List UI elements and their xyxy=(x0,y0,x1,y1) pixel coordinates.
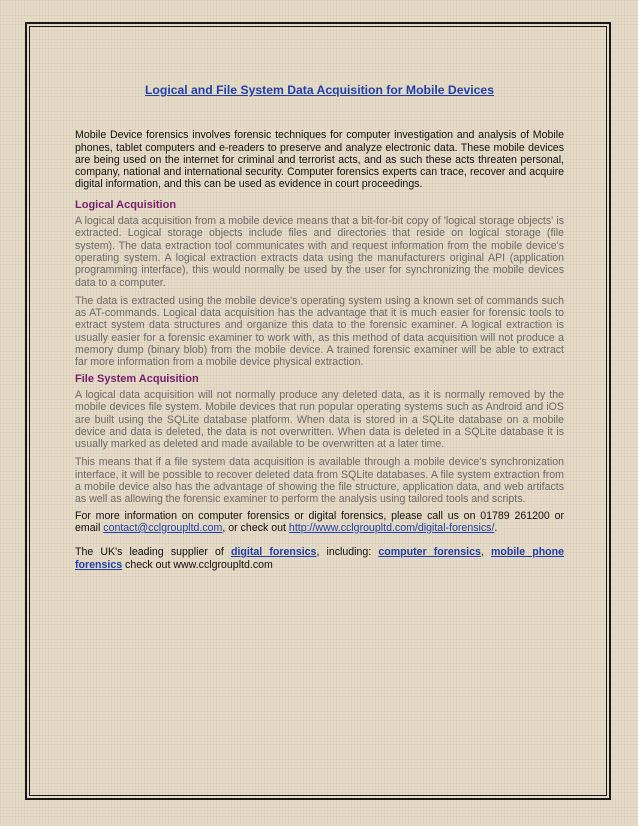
intro-paragraph: Mobile Device forensics involves forensic techniques for computer investigation and analysis of Mobile phones, tablet computers and e-readers to preserve and analyze electronic data. These mobile devices are being used on the internet for criminal and terrorist acts, and as such these acts threaten personal, company, national and international security. Computer forensics experts can trace, recover and acquire digital information, and this can be used as evidence in court proceedings. xyxy=(75,129,564,191)
file-system-acquisition-heading: File System Acquisition xyxy=(75,372,199,385)
document-title: Logical and File System Data Acquisition for Mobile Devices xyxy=(144,83,494,97)
contact-text-2: , or check out xyxy=(222,521,289,534)
footer-text-3: , xyxy=(480,546,491,559)
filesystem-paragraph-2: This means that if a file system data acquisition is available through a mobile device's synchronization interface, it will be possible to recover deleted data from SQLite databases. A file system extraction from a mobile device also has the advantage of showing the file structure, application data, and web artifacts as well as allowing the forensic examiner to perform the analysis using tailored tools and scripts. xyxy=(75,456,564,506)
digital-forensics-url-link[interactable]: http://www.cclgroupltd.com/digital-forensics/ xyxy=(288,521,495,534)
footer-text-4: check out www.cclgroupltd.com xyxy=(122,558,273,571)
footer-paragraph xyxy=(75,546,564,571)
contact-text-3: . xyxy=(494,521,498,534)
document-body xyxy=(75,84,564,583)
computer-forensics-link[interactable]: computer forensics xyxy=(378,546,481,559)
mobile-phone-forensics-link[interactable]: mobile phone forensics xyxy=(75,546,565,571)
logical-acquisition-heading: Logical Acquisition xyxy=(75,198,177,211)
filesystem-paragraph-1: A logical data acquisition will not normally produce any deleted data, as it is normally removed by the mobile devices file system. Mobile devices that run popular operating systems such as Android and iOS are built using the SQLite database platform. When data is stored in a SQLite database on a mobile device and data is deleted, the data is not overwritten. When data is deleted in a SQLite database it is usually marked as deleted and made available to be overwritten at a later time. xyxy=(75,388,564,451)
footer-text-1: The UK's leading supplier of xyxy=(75,546,232,559)
contact-text-1: For more information on computer forensics or digital forensics, please call us on 01789 261200 or email xyxy=(75,509,564,534)
logical-paragraph-2: The data is extracted using the mobile device's operating system using a known set of commands such as AT-commands. Logical data acquisition has the advantage that it is much easier for forensic tools to extract system data structures and organize this data to the forensic examiner. A logical extraction is usually easier for a forensic examiner to work with, as this method of data acquisition will not produce a memory dump (binary blob) from the mobile device. A trained forensic examiner will be able to extract far more information from a mobile device physical extraction. xyxy=(75,294,564,369)
contact-paragraph xyxy=(75,510,564,535)
digital-forensics-link[interactable]: digital forensics xyxy=(231,546,317,559)
email-link[interactable]: contact@cclgroupltd.com xyxy=(103,521,223,534)
footer-text-2: , including: xyxy=(316,546,379,559)
logical-paragraph-1: A logical data acquisition from a mobile device means that a bit-for-bit copy of 'logical storage objects' is extracted. Logical storage objects include files and directories that reside on logical storage (file system). The data extraction tool communicates with and request information from the mobile device's operating system. A logical extraction extracts data using the manufacturers original API (application programming interface), this would normally be used by the user for synchronizing the mobile devices data to a computer. xyxy=(75,215,564,289)
